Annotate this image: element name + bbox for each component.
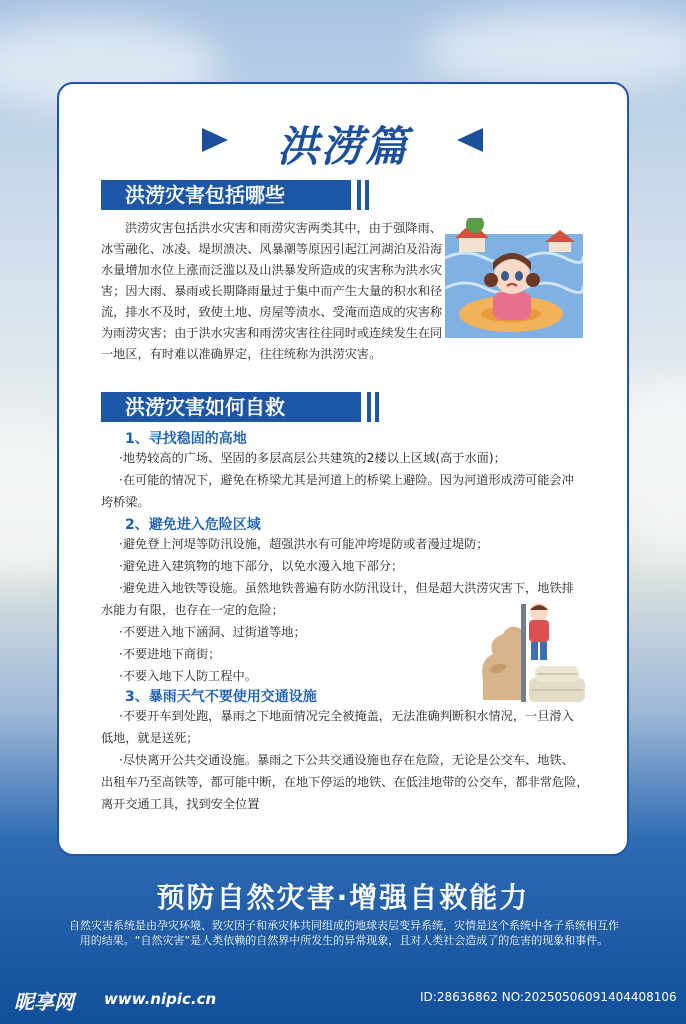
arrow-right-icon xyxy=(457,128,483,152)
list-item: 垮桥梁。 xyxy=(101,495,150,509)
girl-in-flood-illustration xyxy=(445,218,583,338)
para-line: 流，排水不及时，致使土地、房屋等渍水、受淹而造成的灾害称 xyxy=(101,305,443,319)
slogan: 预防自然灾害·增强自救能力 xyxy=(156,881,530,914)
para-line: 水量增加水位上涨而泛滥以及山洪暴发所造成的灾害称为洪水灾 xyxy=(101,263,443,277)
list-item: ·地势较高的广场、坚固的多层高层公共建筑的2楼以上区域(高于水面)； xyxy=(119,451,506,465)
page-title: 洪涝篇 xyxy=(276,122,409,171)
subheading-high-ground: 1、寻找稳固的高地 xyxy=(125,431,247,447)
para-line: 一地区，有时难以准确界定，往往统称为洪涝灾害。 xyxy=(101,347,382,361)
list-item: ·避免进入地铁等设施。虽然地铁普遍有防水防汛设计，但是超大洪涝灾害下，地铁排 xyxy=(119,581,574,595)
list-item: 出租车乃至高铁等，都可能中断，在地下停运的地铁、在低洼地带的公交车，都非常危险， xyxy=(101,775,589,789)
watermark-logo: 昵享网 xyxy=(14,990,74,1014)
cloud-decoration xyxy=(420,10,686,90)
list-item: ·尽快离开公共交通设施。暴雨之下公共交通设施也存在危险，无论是公交车、地铁、 xyxy=(119,753,574,767)
para-line: 害；因大雨、暴雨或长期降雨量过于集中而产生大量的积水和径 xyxy=(101,284,443,298)
watermark-url: www.nipic.cn xyxy=(104,990,217,1008)
heading-bars-decoration xyxy=(361,392,383,422)
intro-paragraph: 自然灾害系统是由孕灾环境、致灾因子和承灾体共同组成的地球表层变异系统，灾情是这个系统中各子系统相互作用的结果。“自然灾害”是人类依赖的自然界中所发生的异常现象，且对人类社会造成了的危害的现象和事件。 xyxy=(69,919,619,947)
list-item: 离开交通工具，找到安全位置 xyxy=(101,797,260,811)
para-line: 为雨涝灾害；由于洪水灾害和雨涝灾害往往同时或连续发生在同 xyxy=(101,326,443,340)
list-item: ·不要进地下商街； xyxy=(119,647,221,661)
list-item: ·避免登上河堤等防汛设施，超强洪水有可能冲垮堤防或者漫过堤防； xyxy=(119,537,489,551)
list-item: ·不要开车到处跑，暴雨之下地面情况完全被掩盖，无法准确判断积水情况，一旦滑入 xyxy=(119,709,574,723)
list-item: ·避免进入建筑物的地下部分，以免水漫入地下部分； xyxy=(119,559,404,573)
list-item: ·在可能的情况下，避免在桥梁尤其是河道上的桥梁上避险。因为河道形成涝可能会冲 xyxy=(119,473,574,487)
section-heading-text: 洪涝灾害如何自救 xyxy=(125,395,285,419)
list-item: 水能力有限，也存在一定的危险； xyxy=(101,603,284,617)
para-line: 冰雪融化、冰凌、堤坝溃决、风暴潮等原因引起江河湖泊及沿海 xyxy=(101,242,443,256)
title-row xyxy=(59,114,627,174)
watermark-id: ID:28636862 NO:20250506091404408106 xyxy=(420,990,677,1004)
list-item: ·不要入地下人防工程中。 xyxy=(119,669,257,683)
list-item: ·不要进入地下涵洞、过街道等地； xyxy=(119,625,306,639)
subheading-avoid-danger: 2、避免进入危险区域 xyxy=(125,517,261,533)
subheading-transport: 3、暴雨天气不要使用交通设施 xyxy=(125,689,317,705)
para-line: 洪涝灾害包括洪水灾害和雨涝灾害两类其中，由于强降雨、 xyxy=(125,221,442,235)
heading-bars-decoration xyxy=(351,180,373,210)
section-heading-selfrescue xyxy=(101,392,361,422)
section-heading-text: 洪涝灾害包括哪些 xyxy=(125,183,285,207)
content-card xyxy=(57,82,629,856)
child-flood-pole-illustration xyxy=(479,600,587,706)
section-heading-types xyxy=(101,180,351,210)
list-item: 低地，就是送死； xyxy=(101,731,199,745)
